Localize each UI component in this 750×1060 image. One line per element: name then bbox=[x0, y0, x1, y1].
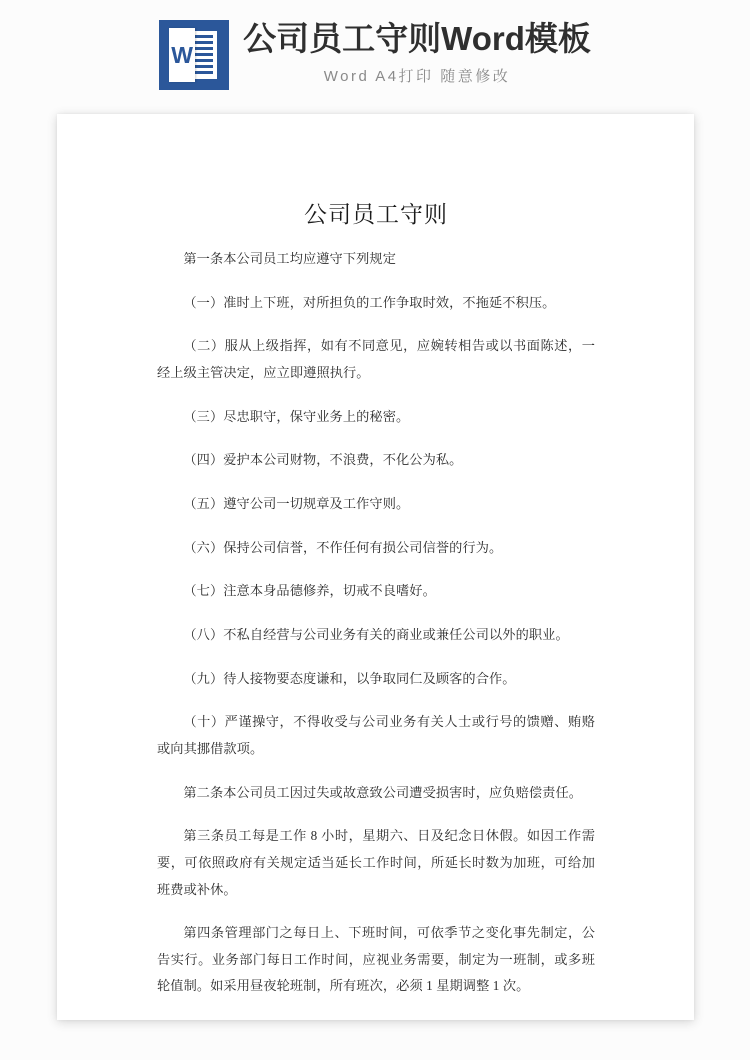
document-heading: 公司员工守则 bbox=[304, 202, 448, 227]
word-icon-letter: W bbox=[171, 41, 193, 68]
document-body bbox=[157, 114, 595, 1000]
document-paragraph-list bbox=[157, 246, 595, 1000]
header-titles bbox=[243, 18, 591, 86]
document-paragraph: （四）爱护本公司财物，不浪费，不化公为私。 bbox=[183, 452, 463, 468]
word-icon bbox=[159, 20, 229, 90]
document-paragraph: 第一条本公司员工均应遵守下列规定 bbox=[183, 251, 396, 266]
page-title: 公司员工守则Word模板 bbox=[243, 20, 591, 57]
document-paragraph: （五）遵守公司一切规章及工作守则。 bbox=[183, 495, 410, 511]
document-paragraph: （二）服从上级指挥，如有不同意见，应婉转相告或以书面陈述，一经上级主管决定，应立即遵照执行。 bbox=[157, 338, 595, 380]
header-content bbox=[159, 18, 591, 90]
document-paragraph: 第三条员工每是工作 8 小时，星期六、日及纪念日休假。如因工作需要，可依照政府有关规定适当延长工作时间，所延长时数为加班，可给加班费或补休。 bbox=[157, 828, 595, 897]
document-paragraph: （六）保持公司信誉，不作任何有损公司信誉的行为。 bbox=[183, 539, 503, 555]
document-paragraph: 第四条管理部门之每日上、下班时间，可依季节之变化事先制定，公告实行。业务部门每日工作时间，应视业务需要，制定为一班制，或多班轮值制。如采用昼夜轮班制，所有班次，必须 1 星期调整 1 次。 bbox=[157, 925, 595, 994]
document-paragraph: （七）注意本身品德修养，切戒不良嗜好。 bbox=[183, 583, 436, 599]
document-paragraph: （八）不私自经营与公司业务有关的商业或兼任公司以外的职业。 bbox=[183, 626, 569, 642]
document-page bbox=[57, 114, 694, 1020]
header-banner bbox=[0, 0, 750, 114]
document-paragraph: 第二条本公司员工因过失或故意致公司遭受损害时，应负赔偿责任。 bbox=[183, 784, 583, 800]
document-paragraph: （三）尽忠职守，保守业务上的秘密。 bbox=[183, 408, 410, 424]
page-subtitle: Word A4打印 随意修改 bbox=[323, 68, 511, 86]
document-paragraph: （九）待人接物要态度谦和，以争取同仁及顾客的合作。 bbox=[183, 670, 516, 686]
document-paragraph: （一）准时上下班，对所担负的工作争取时效，不拖延不积压。 bbox=[183, 294, 556, 310]
document-paragraph: （十）严谨操守，不得收受与公司业务有关人士或行号的馈赠、贿赂或向其挪借款项。 bbox=[157, 714, 595, 756]
